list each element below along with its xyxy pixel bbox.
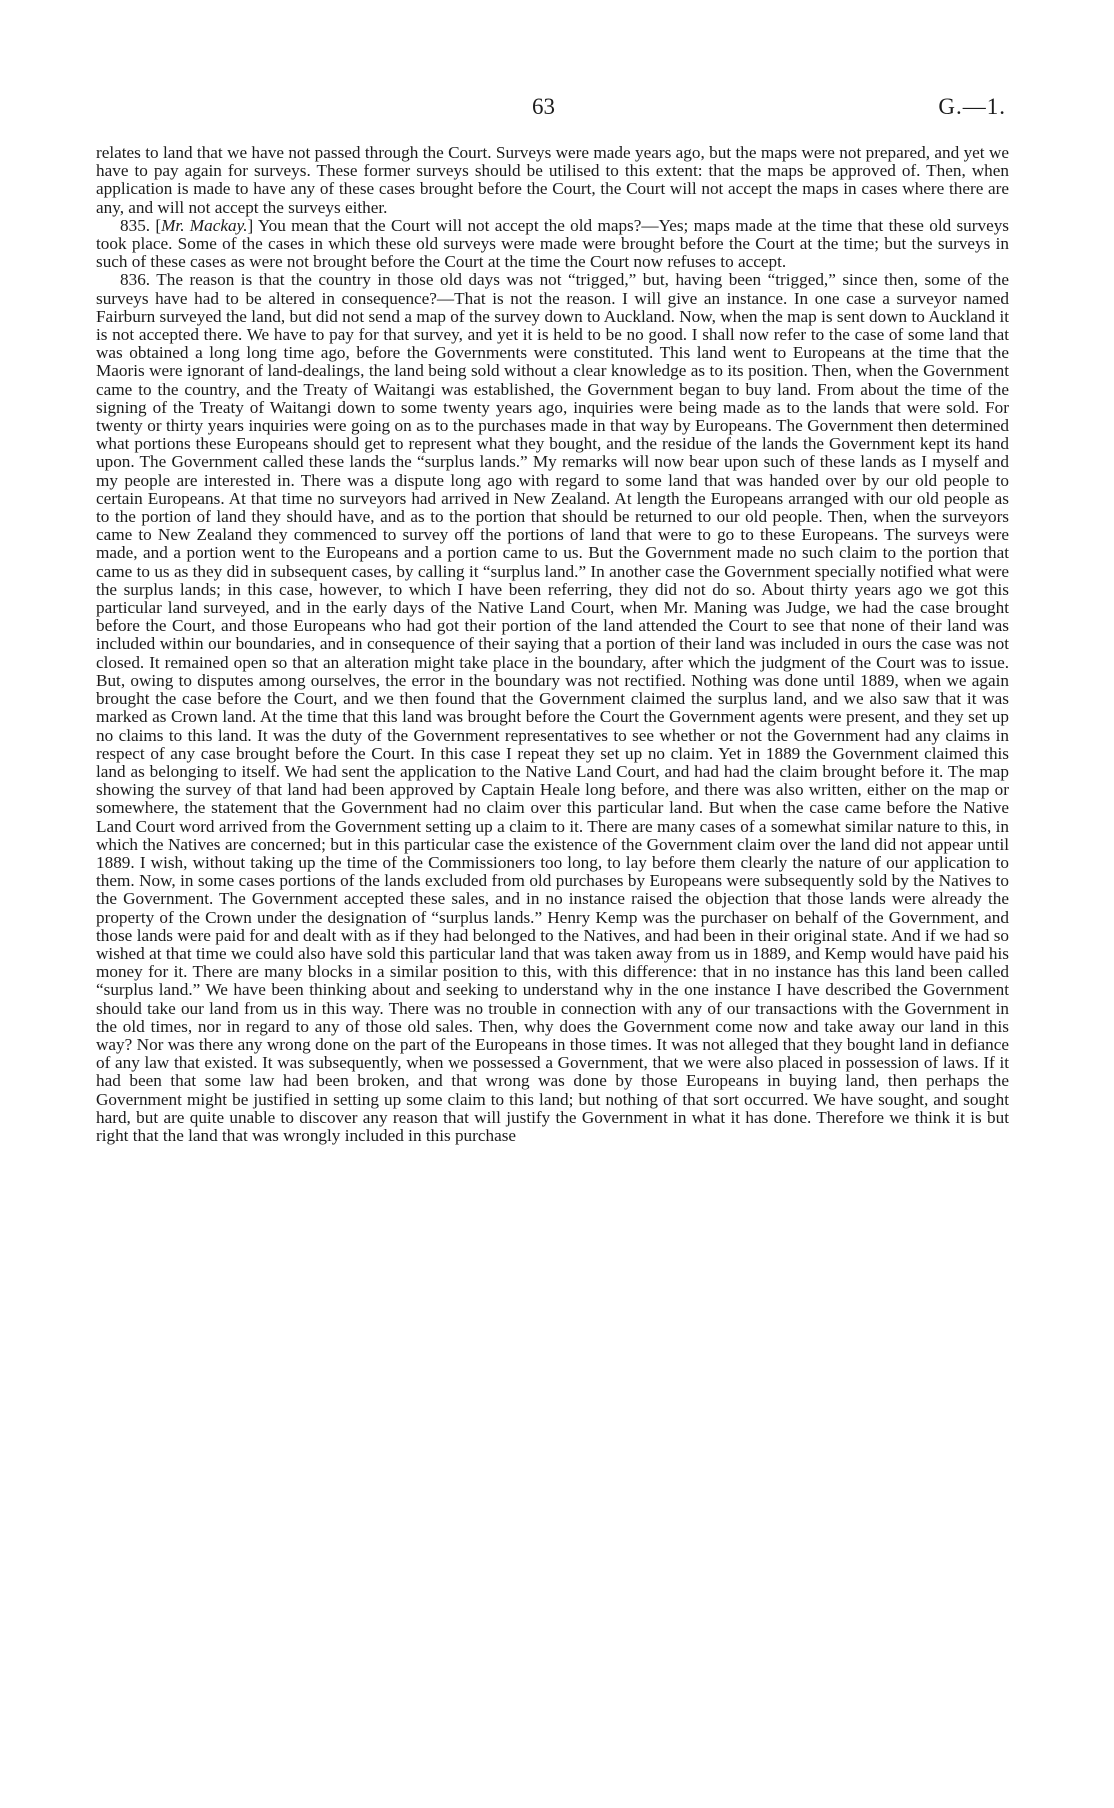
document-reference: G.—1.	[938, 94, 1006, 119]
paragraph-text: relates to land that we have not passed through the Court. Surveys were made years ago, but the maps were not prepared, and yet we have to pay again for surveys. These former surveys should be utilised to this extent: that the maps be approved of. Then, when application is made to have any of these cases brought before the Court, the Court will not accept the maps in cases where there are any, and will not accept the surveys either.	[96, 143, 1009, 217]
speaker-name: Mr. Mackay.	[161, 215, 248, 235]
paragraph-text: The reason is that the country in those old days was not “trigged,” but, having been “trigged,” since then, some of the surveys have had to be altered in consequence?—That is not the reason. I will give an instance. In one case a surveyor named Fairburn surveyed the land, but did not send a map of the survey down to Auckland. Now, when the map is sent down to Auckland it is not accepted there. We have to pay for that survey, and yet it is held to be no good. I shall now refer to the case of some land that was obtained a long long time ago, before the Governments were constituted. This land went to Europeans at the time that the Maoris were ignorant of land-dealings, the land being sold without a clear knowledge as to its position. Then, when the Government came to the country, and the Treaty of Waitangi was established, the Government began to buy land. From about the time of the signing of the Treaty of Waitangi down to some twenty years ago, inquiries were being made as to the lands that were sold. For twenty or thirty years inquiries were going on as to the purchases made in that way by Europeans. The Government then determined what portions these Europeans should get to represent what they bought, and the residue of the lands the Government kept its hand upon. The Government called these lands the “surplus lands.” My remarks will now bear upon such of these lands as I myself and my people are interested in. There was a dispute long ago with regard to some land that was handed over by our old people to certain Europeans. At that time no surveyors had arrived in New Zealand. At length the Europeans arranged with our old people as to the portion of land they should have, and as to the portion that should be returned to our old people. Then, when the surveyors came to New Zealand they commenced to survey off the portions of land that were to go to these Europeans. The surveys were made, and a portion went to the Europeans and a portion came to us. But the Government made no such claim to the portion that came to us as they did in subsequent cases, by calling it “surplus land.” In another case the Government specially notified what were the surplus lands; in this case, however, to which I have been referring, they did not do so. About thirty years ago we got this particular land surveyed, and in the early days of the Native Land Court, when Mr. Maning was Judge, we had the case brought before the Court, and those Europeans who had got their portion of the land attended the Court to see that none of their land was included within our boundaries, and in consequence of their saying that a portion of their land was included in ours the case was not closed. It remained open so that an alteration might take place in the boundary, after which the judgment of the Court was to issue. But, owing to disputes among ourselves, the error in the boundary was not rectified. Nothing was done until 1889, when we again brought the case before the Court, and we then found that the Government claimed the surplus land, and we also saw that it was marked as Crown land. At the time that this land was brought before the Court the Government agents were present, and they set up no claims to this land. It was the duty of the Government representatives to see whether or not the Government had any claims in respect of any case brought before the Court. In this case I repeat they set up no claim. Yet in 1889 the Government claimed this land as belonging to itself. We had sent the application to the Native Land Court, and had had the claim brought before it. The map showing the survey of that land had been approved by Captain Heale long before, and there was also written, either on the map or somewhere, the statement that the Government had no claim over this particular land. But when the case came before the Native Land Court word arrived from the Government setting up a claim to it. There are many cases of a somewhat similar nature to this, in which the Natives are concerned; but in this particular case the existence of the Government claim over the land did not appear until 1889. I wish, without taking up the time of the Commissioners too long, to lay before them clearly the nature of our application to them. Now, in some cases portions of the lands excluded from old purchases by Europeans were subsequently sold by the Natives to the Government. The Government accepted these sales, and in no instance raised the objection that those lands were already the property of the Crown under the designation of “surplus lands.” Henry Kemp was the purchaser on behalf of the Government, and those lands were paid for and dealt with as if they had belonged to the Natives, and had been in their original state. And if we had so wished at that time we could also have sold this particular land that was taken away from us in 1889, and Kemp would have paid his money for it. There are many blocks in a similar position to this, with this difference: that in no instance has this land been called “surplus land.” We have been thinking about and seeking to understand why in the one instance I have described the Government should take our land from us in this way. There was no trouble in connection with any of our transactions with the Government in the old times, nor in regard to any of those old sales. Then, why does the Government come now and take away our land in this way? Nor was there any wrong done on the part of the Europeans in those times. It was not alleged that they bought land in defiance of any law that existed. It was subsequently, when we possessed a Government, that we were also placed in possession of laws. If it had been that some law had been broken, and that wrong was done by those Europeans in buying land, then perhaps the Government might be justified in setting up some claim to this land; but nothing of that sort occurred. We have sought, and sought hard, but are quite unable to discover any reason that will justify the Government in what it has done. Therefore we think it is but right that the land that was wrongly included in this purchase	[96, 270, 1009, 1145]
page-number: 63	[532, 94, 555, 119]
body-text	[96, 144, 1009, 1145]
paragraph-number: 835.	[120, 215, 151, 235]
paragraph-835: 835. [Mr. Mackay.] You mean that the Court will not accept the old maps?—Yes; maps made at the time that these old surveys took place. Some of the cases in which these old surveys were made were brought before the Court at the time; but the surveys in such of these cases as were not brought before the Court at the time the Court now refuses to accept.	[96, 215, 1009, 272]
paragraph-text: ] You mean that the Court will not accept the old maps?—Yes; maps made at the time that these old surveys took place. Some of the cases in which these old surveys were made were brought before the Court at the time; but the surveys in such of these cases as were not brought before the Court at the time the Court now refuses to accept.	[96, 215, 1009, 272]
paragraph-continuation	[96, 144, 1009, 217]
paragraph-836	[96, 271, 1009, 1145]
paragraph-number: 836.	[120, 270, 151, 290]
page-header	[0, 94, 1114, 124]
